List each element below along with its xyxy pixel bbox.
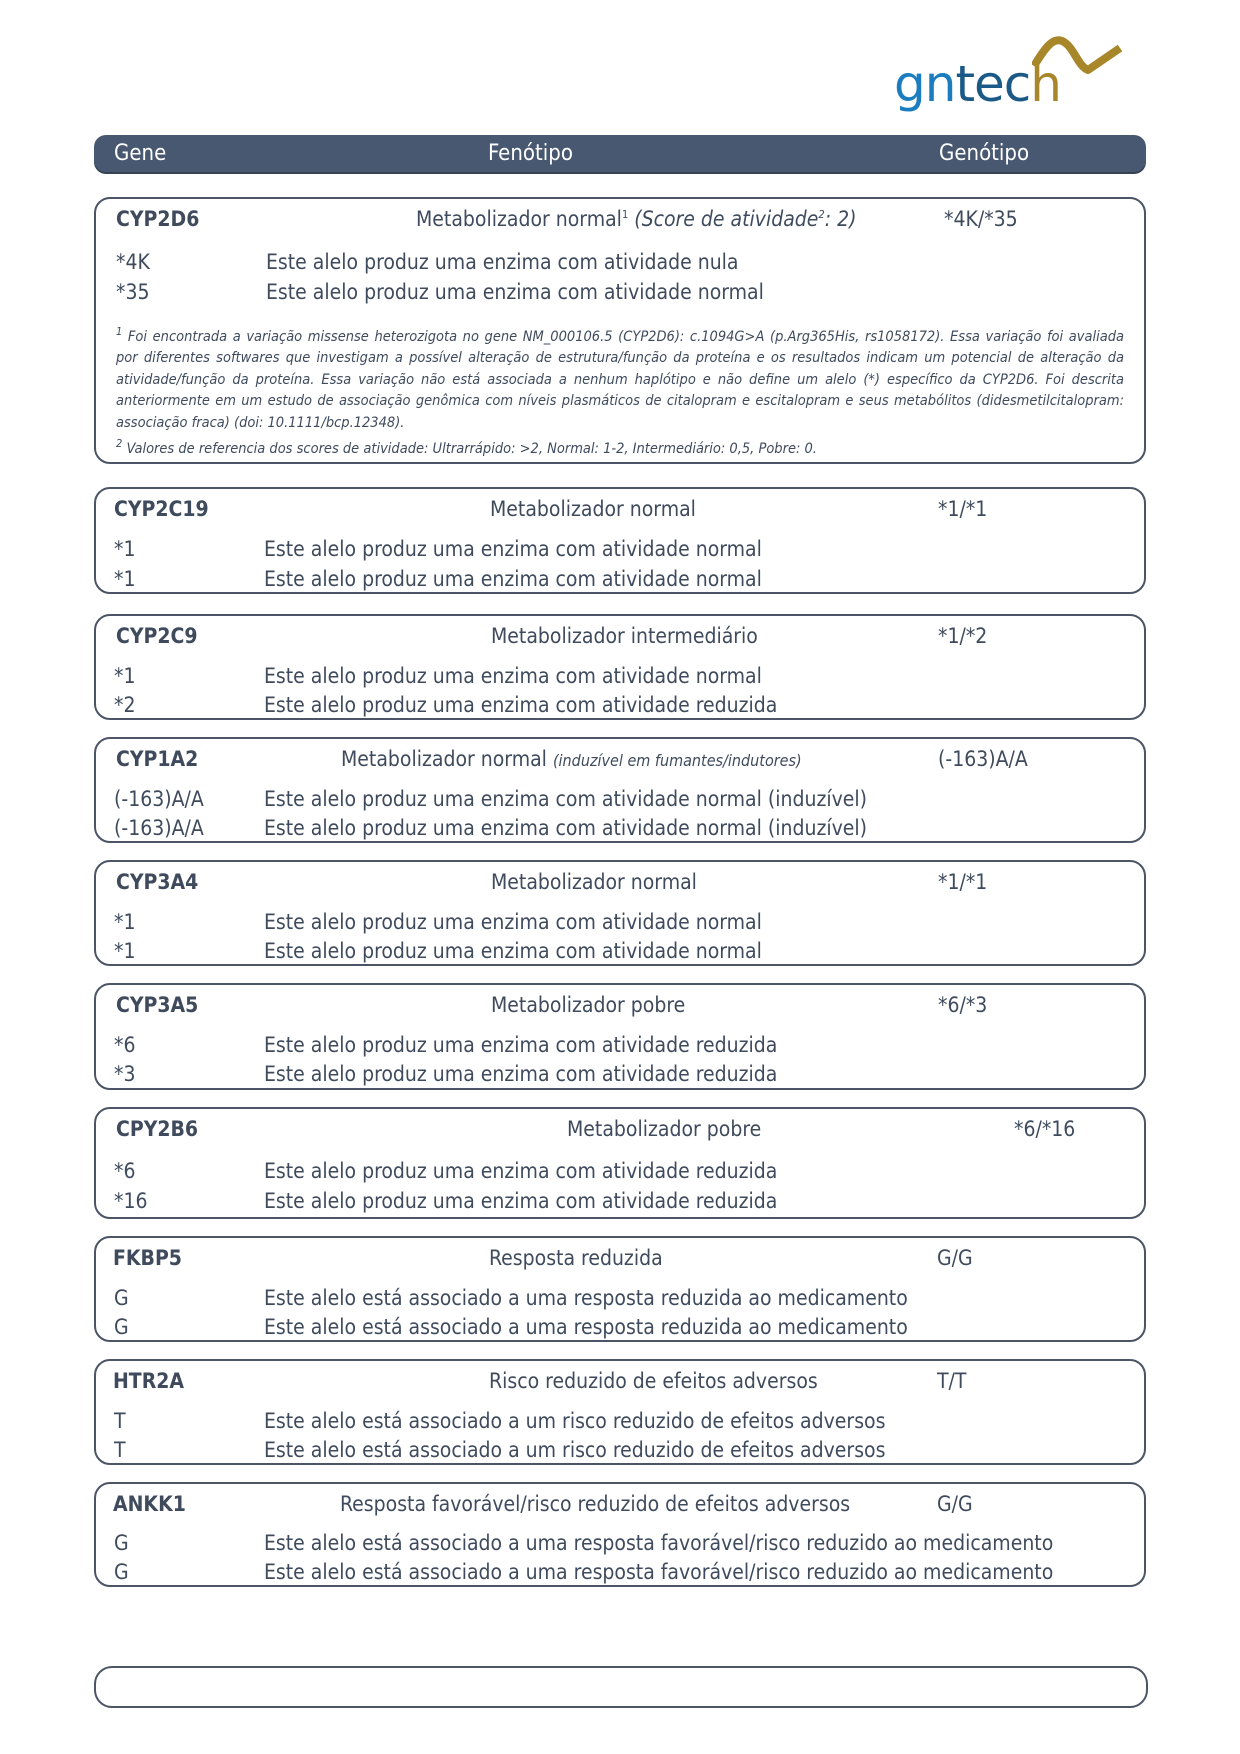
gene-phenotype: Metabolizador normal (490, 497, 696, 521)
gene-phenotype: Metabolizador intermediário (491, 624, 758, 648)
allele-row: T Este alelo está associado a um risco reduzido de efeitos adversos (114, 1409, 886, 1433)
gene-phenotype: Metabolizador normal (induzível em fumantes/indutores) (341, 747, 802, 771)
allele-row: G Este alelo está associado a uma resposta favorável/risco reduzido ao medicamento (114, 1560, 1054, 1584)
gene-phenotype: Metabolizador pobre (567, 1117, 762, 1141)
allele-row: (-163)A/A Este alelo produz uma enzima com atividade normal (induzível) (114, 787, 868, 811)
gene-genotype: *1/*2 (938, 624, 988, 648)
gene-phenotype: Metabolizador normal$^1$ (Score de atividade$^2$: 2) (416, 207, 857, 231)
gene-card-cpy2b6 (94, 1107, 1146, 1219)
gene-genotype: G/G (937, 1246, 973, 1270)
gene-name: CYP1A2 (116, 747, 199, 771)
allele-row: *6 Este alelo produz uma enzima com atividade reduzida (114, 1159, 778, 1183)
gene-name: HTR2A (113, 1369, 185, 1393)
allele-row: *16 Este alelo produz uma enzima com atividade reduzida (114, 1189, 778, 1213)
gene-name: CYP3A4 (116, 870, 199, 894)
table-header (94, 135, 1146, 172)
gene-genotype: *6/*16 (1014, 1117, 1076, 1141)
allele-row: *1 Este alelo produz uma enzima com atividade normal (114, 567, 762, 591)
header-gene: Gene (114, 141, 167, 166)
gntech-logo (892, 36, 1122, 126)
gene-phenotype: Risco reduzido de efeitos adversos (489, 1369, 818, 1393)
gene-name: CYP3A5 (116, 993, 199, 1017)
gene-name: CYP2C9 (116, 624, 198, 648)
gene-phenotype: Resposta favorável/risco reduzido de efeitos adversos (340, 1492, 851, 1516)
allele-row: G Este alelo está associado a uma resposta favorável/risco reduzido ao medicamento (114, 1531, 1054, 1555)
gene-phenotype: Resposta reduzida (489, 1246, 663, 1270)
logo-wordmark: gntech (894, 55, 1061, 113)
allele-row: *1 Este alelo produz uma enzima com atividade normal (114, 537, 762, 561)
gene-card-htr2a (94, 1359, 1146, 1465)
gene-phenotype: Metabolizador pobre (491, 993, 686, 1017)
allele-row: *1 Este alelo produz uma enzima com atividade normal (114, 939, 762, 963)
gene-genotype: *4K/*35 (944, 207, 1018, 231)
allele-row: T Este alelo está associado a um risco reduzido de efeitos adversos (114, 1438, 886, 1462)
gene-genotype: G/G (937, 1492, 973, 1516)
logo-wave-icon (1032, 36, 1122, 86)
gene-name: CYP2C19 (114, 497, 209, 521)
gene-card-fkbp5 (94, 1236, 1146, 1342)
gene-name: CYP2D6 (116, 207, 200, 231)
gene-card-cyp3a5 (94, 983, 1146, 1090)
gene-card-cyp2c9 (94, 614, 1146, 720)
gene-genotype: (-163)A/A (938, 747, 1028, 771)
gene-card-cyp2c19 (94, 487, 1146, 594)
gene-genotype: T/T (937, 1369, 967, 1393)
allele-row: *35 Este alelo produz uma enzima com atividade normal (116, 280, 764, 304)
header-phenotype: Fenótipo (488, 141, 573, 166)
footnote-1: $^1$ Foi encontrada a variação missense heterozigota no gene NM_000106.5 (CYP2D6): c.1094G>A (p.Arg365His, rs1058172). Essa variação foi avaliada por diferentes softwares que investigam a possível alteração de estrutura/função da proteína e os resultados indicam um potencial de alteração da atividade/função da proteína. Essa variação não está associada a nenhum haplótipo e não define um alelo (*) específico da CYP2D6. Foi descrita anteriormente em um estudo de associação genômica com níveis plasmáticos de citalopram e escitalopram e seus metabólitos (didesmetilcitalopram: associação fraca) (doi: 10.1111/bcp.12348). (116, 325, 1124, 431)
gene-name: FKBP5 (113, 1246, 182, 1270)
footnote-2: $^2$ Valores de referencia dos scores de atividade: Ultrarrápido: >2, Normal: 1-2, Intermediário: 0,5, Pobre: 0. (116, 437, 817, 457)
allele-row: *1 Este alelo produz uma enzima com atividade normal (114, 910, 762, 934)
gene-name: ANKK1 (113, 1492, 186, 1516)
gene-genotype: *6/*3 (938, 993, 988, 1017)
allele-row: *6 Este alelo produz uma enzima com atividade reduzida (114, 1033, 778, 1057)
gene-card-cyp2d6 (94, 197, 1146, 464)
allele-row: *2 Este alelo produz uma enzima com atividade reduzida (114, 693, 778, 717)
gene-phenotype: Metabolizador normal (491, 870, 697, 894)
allele-row: *3 Este alelo produz uma enzima com atividade reduzida (114, 1062, 778, 1086)
gene-genotype: *1/*1 (938, 870, 988, 894)
gene-card-cyp3a4 (94, 860, 1146, 966)
header-genotype: Genótipo (939, 141, 1030, 166)
footer-box (94, 1666, 1148, 1708)
gene-card-ankk1 (94, 1482, 1146, 1587)
allele-row: (-163)A/A Este alelo produz uma enzima com atividade normal (induzível) (114, 816, 868, 840)
gene-name: CPY2B6 (116, 1117, 199, 1141)
allele-row: G Este alelo está associado a uma resposta reduzida ao medicamento (114, 1315, 908, 1339)
allele-row: *4K Este alelo produz uma enzima com atividade nula (116, 250, 739, 274)
gene-card-cyp1a2 (94, 737, 1146, 843)
gene-genotype: *1/*1 (938, 497, 988, 521)
allele-row: *1 Este alelo produz uma enzima com atividade normal (114, 664, 762, 688)
allele-row: G Este alelo está associado a uma resposta reduzida ao medicamento (114, 1286, 908, 1310)
